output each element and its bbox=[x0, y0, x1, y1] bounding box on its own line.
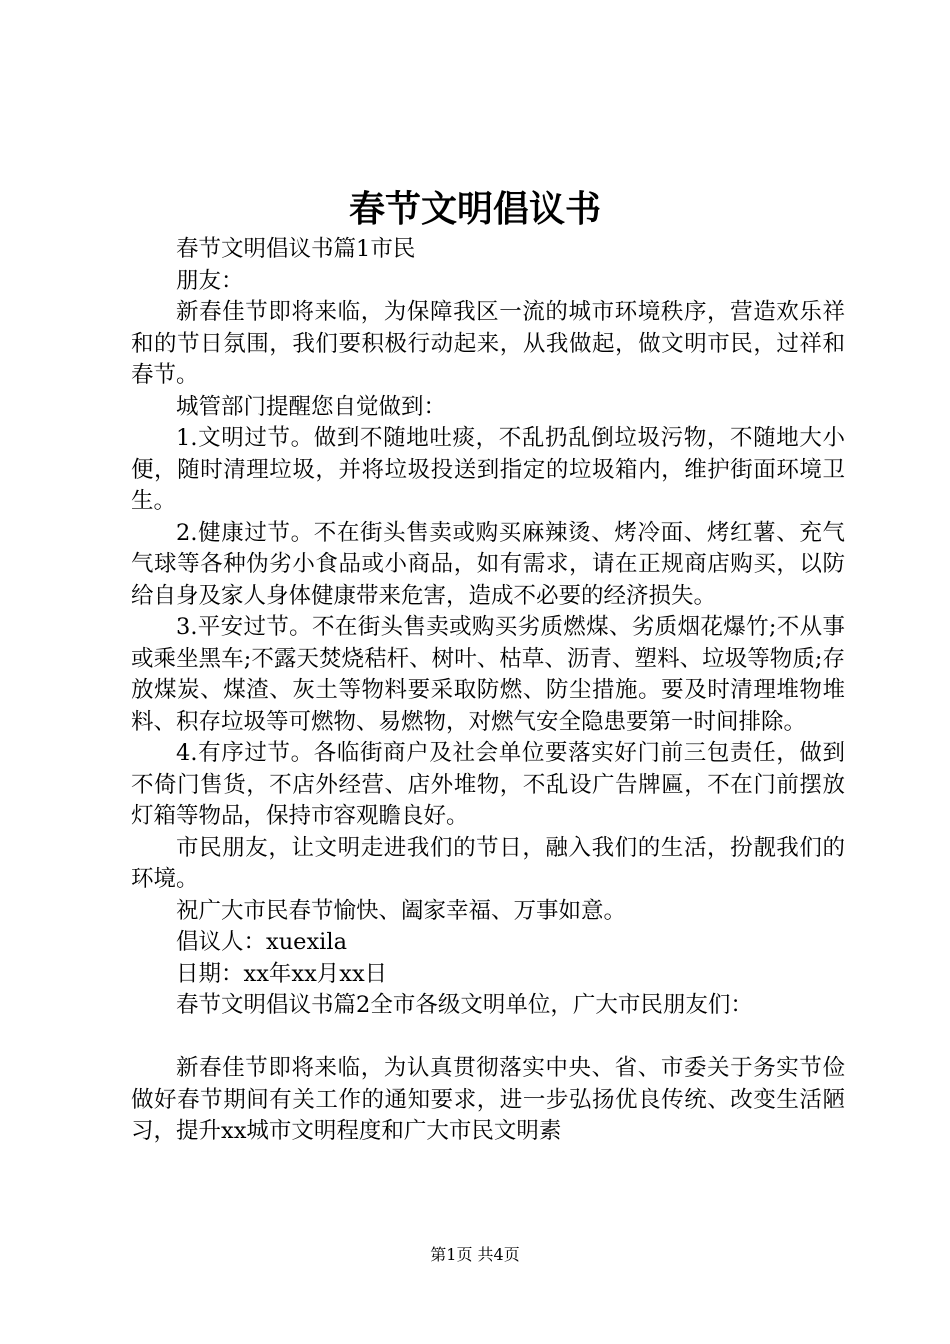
paragraph-14: 新春佳节即将来临，为认真贯彻落实中央、省、市委关于务实节俭做好春节期间有关工作的通知要求，进一步弘扬优良传统、改变生活陋习，提升xx城市文明程度和广大市民文明素 bbox=[131, 1055, 845, 1144]
paragraph-1: 春节文明倡议书篇1市民 bbox=[176, 236, 416, 262]
page-number-footer: 第1页 共4页 bbox=[430, 1245, 520, 1264]
paragraph-9: 市民朋友，让文明走进我们的节日，融入我们的生活，扮靓我们的环境。 bbox=[131, 834, 845, 892]
paragraph-8: 4.有序过节。各临街商户及社会单位要落实好门前三包责任，做到不倚门售货，不店外经营、店外堆物，不乱设广告牌匾，不在门前摆放灯箱等物品，保持市容观瞻良好。 bbox=[131, 740, 845, 829]
paragraph-3: 新春佳节即将来临，为保障我区一流的城市环境秩序，营造欢乐祥和的节日氛围，我们要积极行动起来，从我做起，做文明市民，过祥和春节。 bbox=[131, 299, 845, 388]
paragraph-11: 倡议人：xuexila bbox=[176, 929, 347, 955]
paragraph-5: 1.文明过节。做到不随地吐痰，不乱扔乱倒垃圾污物，不随地大小便，随时清理垃圾，并将垃圾投送到指定的垃圾箱内，维护街面环境卫生。 bbox=[131, 425, 845, 514]
paragraph-2: 朋友： bbox=[176, 267, 244, 294]
paragraph-6: 2.健康过节。不在街头售卖或购买麻辣烫、烤冷面、烤红薯、充气气球等各种伪劣小食品或小商品，如有需求，请在正规商店购买，以防给自身及家人身体健康带来危害，造成不必要的经济损失。 bbox=[131, 519, 845, 609]
paragraph-4: 城管部门提醒您自觉做到： bbox=[176, 393, 447, 420]
document-body bbox=[131, 234, 845, 1148]
paragraph-10: 祝广大市民春节愉快、阖家幸福、万事如意。 bbox=[176, 897, 627, 924]
paragraph-12: 日期：xx年xx月xx日 bbox=[176, 960, 388, 987]
paragraph-13: 春节文明倡议书篇2全市各级文明单位，广大市民朋友们： bbox=[176, 992, 753, 1018]
document-title: 春节文明倡议书 bbox=[348, 188, 601, 230]
paragraph-7: 3.平安过节。不在街头售卖或购买劣质燃煤、劣质烟花爆竹;不从事或乘坐黑车;不露天焚烧秸杆、树叶、枯草、沥青、塑料、垃圾等物质;存放煤炭、煤渣、灰土等物料要采取防燃、防尘措施。要及时清理堆物堆料、积存垃圾等可燃物、易燃物，对燃气安全隐患要第一时间排除。 bbox=[131, 614, 845, 735]
